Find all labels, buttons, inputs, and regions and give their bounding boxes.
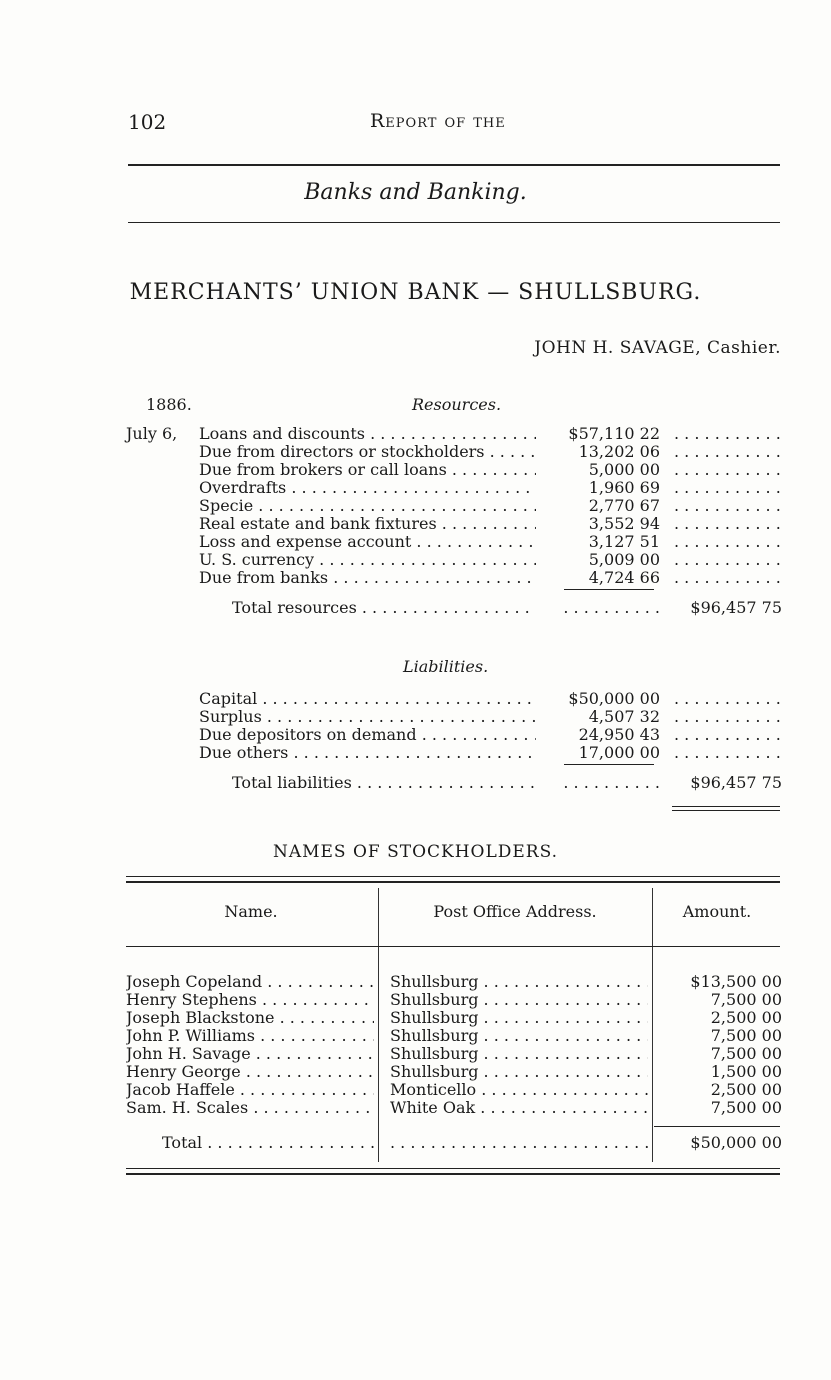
resource-label: U. S. currency . . . xyxy=(199,551,619,569)
stockholder-row xyxy=(126,1009,782,1027)
stockholder-name: John H. Savage . . . xyxy=(126,1045,374,1063)
resource-label: Loans and discounts . . . xyxy=(199,425,619,443)
liability-row xyxy=(126,744,782,762)
resource-leader xyxy=(674,497,782,515)
resource-leader xyxy=(674,479,782,497)
bank-title: MERCHANTS’ UNION BANK — SHULLSBURG. xyxy=(129,280,702,305)
stockholders-total-leader xyxy=(390,1134,648,1152)
stockholder-name: Henry George . . . xyxy=(126,1063,374,1081)
resource-row xyxy=(126,551,782,569)
table-top-rule-b xyxy=(126,881,780,883)
resource-amount: 4,724 66 xyxy=(536,569,660,587)
resource-leader xyxy=(674,551,782,569)
stockholder-row xyxy=(126,991,782,1009)
stockholder-amount: 7,500 00 xyxy=(710,1044,782,1063)
stockholder-row xyxy=(126,1045,782,1063)
stockholders-total-label: Total . . . xyxy=(162,1134,374,1152)
liability-amount: 24,950 43 xyxy=(536,726,660,744)
report-year: 1886. xyxy=(146,395,192,414)
stockholder-amount: $13,500 00 xyxy=(690,972,782,991)
stockholder-amount: 1,500 00 xyxy=(710,1062,782,1081)
stockholder-amount: 7,500 00 xyxy=(710,1098,782,1117)
liabilities-total-row xyxy=(126,774,782,792)
stockholder-name: Jacob Haffele . . . xyxy=(126,1081,374,1099)
stockholder-amount: 7,500 00 xyxy=(710,990,782,1009)
liability-amount: 4,507 32 xyxy=(536,708,660,726)
resource-label: Overdrafts . . . xyxy=(199,479,619,497)
stockholder-address: Shullsburg . . . xyxy=(390,973,648,991)
resource-amount: 5,000 00 xyxy=(536,461,660,479)
liability-row xyxy=(126,690,782,708)
resource-amount: 2,770 67 xyxy=(536,497,660,515)
resource-label: Due from directors or stockholders . . . xyxy=(199,443,619,461)
column-header-name: Name. xyxy=(224,902,278,921)
table-total-rule xyxy=(654,1126,780,1127)
stockholder-row xyxy=(126,1081,782,1099)
resource-leader xyxy=(674,443,782,461)
liabilities-total-amount: $96,457 75 xyxy=(690,773,782,792)
section-title: Banks and Banking. xyxy=(304,180,527,205)
stockholders-title: NAMES OF STOCKHOLDERS. xyxy=(272,842,559,862)
stockholder-name: John P. Williams . . . xyxy=(126,1027,374,1045)
stockholder-address: Shullsburg . . . xyxy=(390,1063,648,1081)
resource-row xyxy=(126,515,782,533)
resource-leader xyxy=(674,425,782,443)
liability-row xyxy=(126,708,782,726)
resource-amount: 13,202 06 xyxy=(536,443,660,461)
resource-leader xyxy=(674,533,782,551)
resources-total-amount: $96,457 75 xyxy=(690,598,782,617)
table-bottom-rule-a xyxy=(126,1168,780,1169)
running-header: Report of the xyxy=(370,110,506,132)
resource-date: July 6, xyxy=(126,424,178,443)
liability-leader xyxy=(674,726,782,744)
header-rule-top xyxy=(128,164,780,166)
stockholders-total-row xyxy=(126,1134,782,1152)
liability-leader xyxy=(674,744,782,762)
liabilities-total-label: Total liabilities . . . xyxy=(232,774,619,792)
liabilities-heading: Liabilities. xyxy=(403,657,489,676)
resource-row xyxy=(126,443,782,461)
stockholder-row xyxy=(126,1063,782,1081)
stockholder-address: Shullsburg . . . xyxy=(390,1009,648,1027)
resource-label: Specie . . . xyxy=(199,497,619,515)
cashier-line: JOHN H. SAVAGE, Cashier. xyxy=(534,338,781,358)
stockholder-address: Shullsburg . . . xyxy=(390,1045,648,1063)
column-header-amount: Amount. xyxy=(682,902,752,921)
liability-leader xyxy=(674,708,782,726)
resource-row xyxy=(126,479,782,497)
resource-label: Loss and expense account . . . xyxy=(199,533,619,551)
stockholder-amount: 7,500 00 xyxy=(710,1026,782,1045)
stockholder-name: Joseph Copeland . . . xyxy=(126,973,374,991)
stockholder-amount: 2,500 00 xyxy=(710,1080,782,1099)
stockholder-name: Henry Stephens . . . xyxy=(126,991,374,1009)
liability-leader xyxy=(674,690,782,708)
liability-amount: 17,000 00 xyxy=(536,744,660,762)
liabilities-total-leader: . . . . . . . . . . xyxy=(536,774,660,792)
resource-row xyxy=(126,533,782,551)
liability-label: Due depositors on demand . . . xyxy=(199,726,619,744)
stockholder-name: Joseph Blackstone . . . xyxy=(126,1009,374,1027)
resource-label: Due from brokers or call loans . . . xyxy=(199,461,619,479)
resources-sum-rule xyxy=(564,589,654,590)
stockholder-row xyxy=(126,973,782,991)
stockholders-total-amount: $50,000 00 xyxy=(690,1133,782,1152)
stockholder-address: Shullsburg . . . xyxy=(390,1027,648,1045)
resource-leader xyxy=(674,515,782,533)
stockholder-address: White Oak . . . xyxy=(390,1099,648,1117)
table-top-rule-a xyxy=(126,876,780,877)
resource-amount: 3,127 51 xyxy=(536,533,660,551)
column-header-address: Post Office Address. xyxy=(433,902,597,921)
liabilities-double-rule-b xyxy=(672,810,780,811)
stockholder-row xyxy=(126,1027,782,1045)
liability-amount: $50,000 00 xyxy=(536,690,660,708)
resource-amount: 3,552 94 xyxy=(536,515,660,533)
header-rule-bottom xyxy=(128,222,780,223)
resource-row xyxy=(126,461,782,479)
resources-heading: Resources. xyxy=(412,395,502,414)
liability-row xyxy=(126,726,782,744)
stockholder-name: Sam. H. Scales . . . xyxy=(126,1099,374,1117)
resource-amount: 5,009 00 xyxy=(536,551,660,569)
liabilities-double-rule-a xyxy=(672,806,780,807)
resource-label: Real estate and bank fixtures . . . xyxy=(199,515,619,533)
resources-total-label: Total resources . . . xyxy=(232,599,619,617)
liabilities-sum-rule xyxy=(564,764,654,765)
resource-leader xyxy=(674,569,782,587)
stockholder-address: Shullsburg . . . xyxy=(390,991,648,1009)
liability-label: Due others . . . xyxy=(199,744,619,762)
stockholder-address: Monticello . . . xyxy=(390,1081,648,1099)
resource-amount: 1,960 69 xyxy=(536,479,660,497)
table-bottom-rule-b xyxy=(126,1173,780,1175)
liability-label: Surplus . . . xyxy=(199,708,619,726)
resource-label: Due from banks . . . xyxy=(199,569,619,587)
resource-row xyxy=(126,497,782,515)
stockholder-row xyxy=(126,1099,782,1117)
resource-row xyxy=(126,425,782,443)
resources-total-row xyxy=(126,599,782,617)
resources-total-leader: . . . . . . . . . . xyxy=(536,599,660,617)
table-header-rule xyxy=(126,946,780,947)
resource-leader xyxy=(674,461,782,479)
liability-label: Capital . . . xyxy=(199,690,619,708)
page-number: 102 xyxy=(128,110,167,134)
resource-amount: $57,110 22 xyxy=(536,425,660,443)
resource-row xyxy=(126,569,782,587)
stockholder-amount: 2,500 00 xyxy=(710,1008,782,1027)
